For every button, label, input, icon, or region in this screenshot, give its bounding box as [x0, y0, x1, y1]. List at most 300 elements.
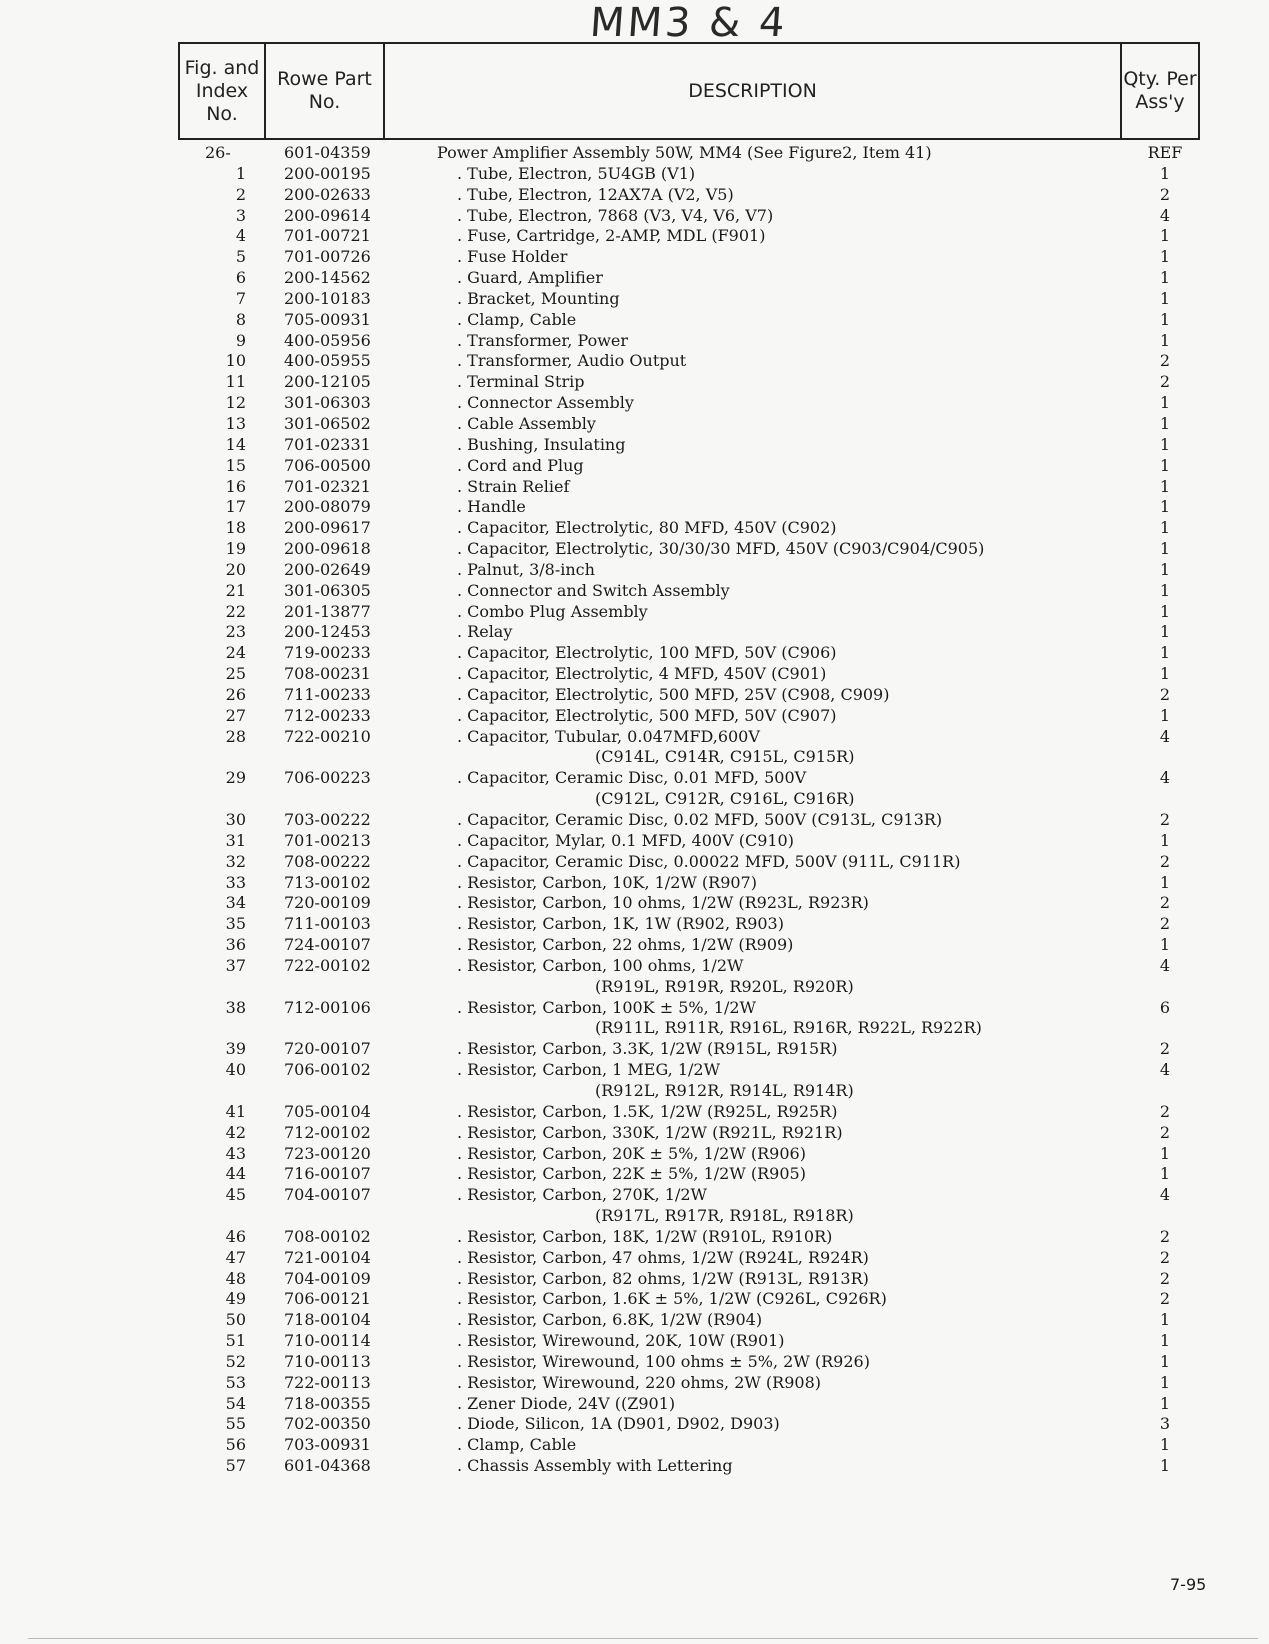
parts-row [0, 1310, 1269, 1331]
quantity: 1 [1159, 664, 1171, 684]
parts-row [0, 518, 1269, 539]
part-number: 200-00195 [284, 163, 371, 183]
parts-row [0, 206, 1269, 227]
parts-row [0, 497, 1269, 518]
part-number: 706-00102 [284, 1060, 371, 1080]
part-number: 720-00107 [284, 1039, 371, 1059]
parts-row [0, 1394, 1269, 1415]
quantity: 1 [1159, 434, 1171, 454]
fig-index: 57 [225, 1456, 246, 1476]
part-description: . Terminal Strip [457, 372, 585, 392]
part-description-continued: (C912L, C912R, C916L, C916R) [595, 789, 855, 809]
quantity: 1 [1159, 643, 1171, 663]
parts-row [0, 372, 1269, 393]
quantity: 1 [1159, 601, 1171, 621]
fig-index: 45 [225, 1185, 246, 1205]
part-description: . Capacitor, Electrolytic, 500 MFD, 25V (C908, C909) [457, 684, 890, 704]
fig-index: 46 [225, 1226, 246, 1246]
part-description: . Handle [457, 497, 526, 517]
part-description: . Chassis Assembly with Lettering [457, 1456, 733, 1476]
part-number: 400-05955 [284, 351, 371, 371]
parts-row [0, 1289, 1269, 1310]
quantity: 3 [1159, 1414, 1171, 1434]
fig-index: 50 [225, 1310, 246, 1330]
header-description: DESCRIPTION [384, 43, 1121, 139]
page-edge-rule [28, 1638, 1258, 1639]
part-description: . Capacitor, Ceramic Disc, 0.02 MFD, 500V (C913L, C913R) [457, 810, 943, 829]
fig-index: 4 [235, 226, 246, 246]
part-description-continued: (C914L, C914R, C915L, C915R) [595, 747, 855, 767]
fig-index: 31 [225, 830, 246, 850]
fig-index: 7 [235, 288, 246, 308]
parts-row [0, 685, 1269, 706]
quantity: 4 [1159, 768, 1171, 788]
fig-index: 43 [225, 1143, 246, 1163]
part-number: 718-00355 [284, 1393, 371, 1413]
fig-index: 9 [235, 330, 246, 350]
parts-row [0, 143, 1269, 164]
part-description: . Resistor, Carbon, 22K ± 5%, 1/2W (R905) [457, 1164, 806, 1184]
part-number: 400-05956 [284, 330, 371, 350]
quantity: 1 [1159, 1435, 1171, 1455]
quantity: 2 [1159, 1101, 1171, 1121]
parts-row [0, 664, 1269, 685]
part-description: . Clamp, Cable [457, 1435, 577, 1455]
parts-row [0, 1039, 1269, 1060]
part-description: . Capacitor, Electrolytic, 100 MFD, 50V (C906) [457, 643, 837, 663]
part-number: 710-00114 [284, 1331, 371, 1351]
page-number: 7-95 [1170, 1575, 1207, 1594]
fig-index: 19 [225, 539, 246, 559]
part-number: 703-00222 [284, 810, 371, 829]
part-description: . Resistor, Carbon, 1 MEG, 1/2W [457, 1060, 721, 1080]
parts-row [0, 289, 1269, 310]
quantity: 4 [1159, 726, 1171, 746]
part-number: 723-00120 [284, 1143, 371, 1163]
fig-index: 34 [225, 893, 246, 913]
part-description: . Resistor, Carbon, 47 ohms, 1/2W (R924L, R924R) [457, 1247, 869, 1267]
quantity: 1 [1159, 1456, 1171, 1476]
quantity: 4 [1159, 955, 1171, 975]
quantity: 4 [1159, 1185, 1171, 1205]
quantity: 1 [1159, 518, 1171, 538]
fig-index: 38 [225, 997, 246, 1017]
part-number: 718-00104 [284, 1310, 371, 1330]
part-description: . Strain Relief [457, 476, 570, 496]
part-description: . Fuse, Cartridge, 2-AMP, MDL (F901) [457, 226, 766, 246]
parts-row [0, 539, 1269, 560]
part-number: 200-09618 [284, 539, 371, 559]
quantity: 2 [1159, 684, 1171, 704]
part-number: 703-00931 [284, 1435, 371, 1455]
parts-row [0, 1248, 1269, 1269]
quantity: 2 [1159, 351, 1171, 371]
fig-index: 5 [235, 247, 246, 267]
part-description: . Diode, Silicon, 1A (D901, D902, D903) [457, 1414, 780, 1434]
quantity: 2 [1159, 1039, 1171, 1059]
fig-index: 30 [225, 810, 246, 829]
quantity: 1 [1159, 1372, 1171, 1392]
quantity: 1 [1159, 330, 1171, 350]
part-number: 712-00106 [284, 997, 371, 1017]
part-number: 702-00350 [284, 1414, 371, 1434]
part-number: 706-00223 [284, 768, 371, 788]
part-description: . Resistor, Carbon, 10K, 1/2W (R907) [457, 872, 757, 892]
part-description: . Zener Diode, 24V ((Z901) [457, 1393, 676, 1413]
quantity: 1 [1159, 413, 1171, 433]
part-number: 724-00107 [284, 935, 371, 955]
parts-row [0, 831, 1269, 852]
fig-index: 25 [225, 664, 246, 684]
quantity: 1 [1159, 622, 1171, 642]
parts-row [0, 852, 1269, 873]
fig-index: 51 [225, 1331, 246, 1351]
part-description-continued: (R917L, R917R, R918L, R918R) [595, 1206, 854, 1226]
quantity: 1 [1159, 288, 1171, 308]
part-number: 704-00107 [284, 1185, 371, 1205]
parts-row [0, 1185, 1269, 1227]
fig-index: 32 [225, 851, 246, 871]
quantity: 1 [1159, 1351, 1171, 1371]
parts-row [0, 185, 1269, 206]
part-number: 722-00102 [284, 955, 371, 975]
part-description: . Combo Plug Assembly [457, 601, 648, 621]
parts-row [0, 643, 1269, 664]
quantity: 1 [1159, 455, 1171, 475]
part-description: . Resistor, Wirewound, 220 ohms, 2W (R908) [457, 1372, 821, 1392]
part-description: . Resistor, Carbon, 6.8K, 1/2W (R904) [457, 1310, 763, 1330]
part-number: 722-00210 [284, 726, 371, 746]
fig-index: 13 [225, 413, 246, 433]
part-description-continued: (R911L, R911R, R916L, R916R, R922L, R922R) [595, 1018, 982, 1038]
fig-index: 1 [235, 163, 246, 183]
fig-index: 17 [225, 497, 246, 517]
quantity: 1 [1159, 393, 1171, 413]
parts-row [0, 935, 1269, 956]
part-number: 200-12105 [284, 372, 371, 392]
fig-index: 52 [225, 1351, 246, 1371]
header-qty: Qty. Per Ass'y [1123, 68, 1197, 113]
part-description: . Capacitor, Electrolytic, 80 MFD, 450V (C902) [457, 518, 837, 538]
quantity: 2 [1159, 184, 1171, 204]
part-description: . Tube, Electron, 12AX7A (V2, V5) [457, 184, 734, 204]
part-description: . Resistor, Carbon, 22 ohms, 1/2W (R909) [457, 935, 794, 955]
part-description: . Palnut, 3/8-inch [457, 559, 595, 579]
parts-row [0, 1164, 1269, 1185]
fig-index: 56 [225, 1435, 246, 1455]
part-number: 200-02633 [284, 184, 371, 204]
quantity: 1 [1159, 580, 1171, 600]
part-number: 720-00109 [284, 893, 371, 913]
part-description: . Cord and Plug [457, 455, 584, 475]
part-description: . Resistor, Carbon, 1K, 1W (R902, R903) [457, 914, 784, 934]
quantity: 1 [1159, 1331, 1171, 1351]
part-number: 701-00213 [284, 830, 371, 850]
fig-index: 3 [235, 205, 246, 225]
fig-index: 36 [225, 935, 246, 955]
part-number: 706-00121 [284, 1289, 371, 1309]
fig-index: 14 [225, 434, 246, 454]
quantity: 4 [1159, 1060, 1171, 1080]
fig-index: 42 [225, 1122, 246, 1142]
fig-index: 26- [205, 143, 231, 162]
fig-index: 35 [225, 914, 246, 934]
quantity: 2 [1159, 1122, 1171, 1142]
quantity: REF [1147, 143, 1183, 162]
quantity: 2 [1159, 372, 1171, 392]
parts-row [0, 1227, 1269, 1248]
part-description: . Relay [457, 622, 513, 642]
parts-row [0, 351, 1269, 372]
quantity: 1 [1159, 1393, 1171, 1413]
part-description: . Connector Assembly [457, 393, 634, 413]
parts-row [0, 1435, 1269, 1456]
part-number: 200-09617 [284, 518, 371, 538]
fig-index: 20 [225, 559, 246, 579]
part-number: 713-00102 [284, 872, 371, 892]
fig-index: 49 [225, 1289, 246, 1309]
fig-index: 55 [225, 1414, 246, 1434]
quantity: 2 [1159, 851, 1171, 871]
part-number: 719-00233 [284, 643, 371, 663]
parts-row [0, 1373, 1269, 1394]
quantity: 1 [1159, 1143, 1171, 1163]
parts-row [0, 1269, 1269, 1290]
quantity: 1 [1159, 268, 1171, 288]
part-description: . Capacitor, Electrolytic, 500 MFD, 50V (C907) [457, 705, 837, 725]
part-description: . Capacitor, Tubular, 0.047MFD,600V [457, 726, 760, 746]
fig-index: 27 [225, 705, 246, 725]
quantity: 1 [1159, 163, 1171, 183]
quantity: 1 [1159, 309, 1171, 329]
part-number: 705-00104 [284, 1101, 371, 1121]
parts-row [0, 956, 1269, 998]
fig-index: 47 [225, 1247, 246, 1267]
quantity: 1 [1159, 1164, 1171, 1184]
part-number: 712-00102 [284, 1122, 371, 1142]
part-description: . Resistor, Carbon, 82 ohms, 1/2W (R913L, R913R) [457, 1268, 869, 1288]
part-description: . Resistor, Carbon, 330K, 1/2W (R921L, R921R) [457, 1122, 843, 1142]
fig-index: 40 [225, 1060, 246, 1080]
parts-row [0, 164, 1269, 185]
fig-index: 21 [225, 580, 246, 600]
fig-index: 8 [235, 309, 246, 329]
parts-row [0, 226, 1269, 247]
part-description: . Tube, Electron, 7868 (V3, V4, V6, V7) [457, 205, 774, 225]
parts-row [0, 477, 1269, 498]
quantity: 1 [1159, 705, 1171, 725]
part-description: . Resistor, Carbon, 1.6K ± 5%, 1/2W (C926L, C926R) [457, 1289, 887, 1309]
fig-index: 39 [225, 1039, 246, 1059]
parts-row [0, 331, 1269, 352]
part-description: . Bushing, Insulating [457, 434, 626, 454]
part-description: . Connector and Switch Assembly [457, 580, 730, 600]
parts-row [0, 1102, 1269, 1123]
fig-index: 26 [225, 684, 246, 704]
quantity: 1 [1159, 872, 1171, 892]
part-number: 200-08079 [284, 497, 371, 517]
parts-row [0, 393, 1269, 414]
fig-index: 10 [225, 351, 246, 371]
fig-index: 41 [225, 1101, 246, 1121]
parts-row [0, 873, 1269, 894]
part-number: 712-00233 [284, 705, 371, 725]
part-description: . Resistor, Wirewound, 20K, 10W (R901) [457, 1331, 785, 1351]
parts-row [0, 268, 1269, 289]
part-description: . Cable Assembly [457, 413, 596, 433]
fig-index: 37 [225, 955, 246, 975]
column-header [178, 42, 1200, 140]
part-description: . Transformer, Audio Output [457, 351, 687, 371]
part-number: 301-06502 [284, 413, 371, 433]
part-description-continued: (R912L, R912R, R914L, R914R) [595, 1080, 854, 1100]
fig-index: 24 [225, 643, 246, 663]
fig-index: 16 [225, 476, 246, 496]
part-number: 708-00231 [284, 664, 371, 684]
quantity: 1 [1159, 830, 1171, 850]
part-description: . Guard, Amplifier [457, 268, 603, 288]
part-number: 711-00233 [284, 684, 371, 704]
parts-row [0, 456, 1269, 477]
fig-index: 2 [235, 184, 246, 204]
quantity: 4 [1159, 205, 1171, 225]
parts-list [0, 143, 1269, 1477]
parts-row [0, 914, 1269, 935]
part-number: 701-02331 [284, 434, 371, 454]
fig-index: 11 [225, 372, 246, 392]
quantity: 1 [1159, 935, 1171, 955]
part-description: . Resistor, Carbon, 270K, 1/2W [457, 1185, 707, 1205]
parts-row [0, 1144, 1269, 1165]
fig-index: 6 [235, 268, 246, 288]
fig-index: 18 [225, 518, 246, 538]
part-description: . Tube, Electron, 5U4GB (V1) [457, 163, 696, 183]
part-number: 710-00113 [284, 1351, 371, 1371]
part-description: . Capacitor, Ceramic Disc, 0.00022 MFD, 500V (911L, C911R) [457, 851, 961, 871]
parts-row [0, 1414, 1269, 1435]
part-number: 200-12453 [284, 622, 371, 642]
parts-row [0, 768, 1269, 810]
quantity: 2 [1159, 810, 1171, 829]
quantity: 1 [1159, 559, 1171, 579]
quantity: 1 [1159, 226, 1171, 246]
part-description: . Fuse Holder [457, 247, 568, 267]
parts-row [0, 602, 1269, 623]
part-description: . Resistor, Carbon, 1.5K, 1/2W (R925L, R925R) [457, 1101, 838, 1121]
parts-row [0, 435, 1269, 456]
parts-row [0, 1352, 1269, 1373]
part-description: . Resistor, Carbon, 3.3K, 1/2W (R915L, R915R) [457, 1039, 838, 1059]
part-description: . Resistor, Carbon, 100K ± 5%, 1/2W [457, 997, 756, 1017]
quantity: 2 [1159, 1226, 1171, 1246]
fig-index: 29 [225, 768, 246, 788]
part-number: 716-00107 [284, 1164, 371, 1184]
part-description: Power Amplifier Assembly 50W, MM4 (See Figure2, Item 41) [437, 143, 932, 162]
part-description: . Resistor, Carbon, 18K, 1/2W (R910L, R910R) [457, 1226, 833, 1246]
quantity: 2 [1159, 1247, 1171, 1267]
fig-index: 12 [225, 393, 246, 413]
part-description: . Bracket, Mounting [457, 288, 620, 308]
part-number: 708-00222 [284, 851, 371, 871]
quantity: 2 [1159, 1268, 1171, 1288]
part-number: 704-00109 [284, 1268, 371, 1288]
fig-index: 53 [225, 1372, 246, 1392]
fig-index: 22 [225, 601, 246, 621]
quantity: 1 [1159, 539, 1171, 559]
parts-row [0, 810, 1269, 831]
quantity: 1 [1159, 476, 1171, 496]
fig-index: 28 [225, 726, 246, 746]
header-part: Rowe Part No. [265, 43, 384, 139]
part-description: . Capacitor, Electrolytic, 30/30/30 MFD, 450V (C903/C904/C905) [457, 539, 985, 559]
parts-row [0, 1331, 1269, 1352]
parts-row [0, 1456, 1269, 1477]
part-number: 722-00113 [284, 1372, 371, 1392]
part-number: 601-04368 [284, 1456, 371, 1476]
part-number: 200-14562 [284, 268, 371, 288]
part-description: . Transformer, Power [457, 330, 629, 350]
part-description: . Capacitor, Electrolytic, 4 MFD, 450V (C901) [457, 664, 827, 684]
parts-row [0, 893, 1269, 914]
part-number: 701-02321 [284, 476, 371, 496]
fig-index: 44 [225, 1164, 246, 1184]
part-number: 706-00500 [284, 455, 371, 475]
part-number: 200-10183 [284, 288, 371, 308]
part-number: 301-06303 [284, 393, 371, 413]
quantity: 6 [1159, 997, 1171, 1017]
parts-row [0, 1123, 1269, 1144]
part-description: . Clamp, Cable [457, 309, 577, 329]
parts-row [0, 247, 1269, 268]
part-description: . Capacitor, Mylar, 0.1 MFD, 400V (C910) [457, 830, 794, 850]
part-description: . Resistor, Carbon, 10 ohms, 1/2W (R923L, R923R) [457, 893, 869, 913]
part-number: 721-00104 [284, 1247, 371, 1267]
parts-row [0, 414, 1269, 435]
parts-row [0, 310, 1269, 331]
quantity: 1 [1159, 1310, 1171, 1330]
part-number: 601-04359 [284, 143, 371, 162]
part-number: 200-02649 [284, 559, 371, 579]
parts-row [0, 727, 1269, 769]
fig-index: 54 [225, 1393, 246, 1413]
parts-row [0, 998, 1269, 1040]
handwritten-title: MM3 & 4 [588, 0, 790, 46]
part-number: 711-00103 [284, 914, 371, 934]
fig-index: 48 [225, 1268, 246, 1288]
part-number: 200-09614 [284, 205, 371, 225]
part-number: 701-00726 [284, 247, 371, 267]
fig-index: 23 [225, 622, 246, 642]
quantity: 2 [1159, 914, 1171, 934]
parts-row [0, 622, 1269, 643]
parts-row [0, 581, 1269, 602]
part-number: 201-13877 [284, 601, 371, 621]
quantity: 2 [1159, 893, 1171, 913]
part-number: 701-00721 [284, 226, 371, 246]
part-number: 708-00102 [284, 1226, 371, 1246]
quantity: 1 [1159, 497, 1171, 517]
header-fig: Fig. and Index No. [179, 43, 265, 139]
part-number: 301-06305 [284, 580, 371, 600]
part-description: . Resistor, Wirewound, 100 ohms ± 5%, 2W (R926) [457, 1351, 870, 1371]
quantity: 2 [1159, 1289, 1171, 1309]
parts-row [0, 560, 1269, 581]
fig-index: 15 [225, 455, 246, 475]
fig-index: 33 [225, 872, 246, 892]
part-description: . Resistor, Carbon, 100 ohms, 1/2W [457, 955, 744, 975]
part-number: 705-00931 [284, 309, 371, 329]
part-description-continued: (R919L, R919R, R920L, R920R) [595, 976, 854, 996]
